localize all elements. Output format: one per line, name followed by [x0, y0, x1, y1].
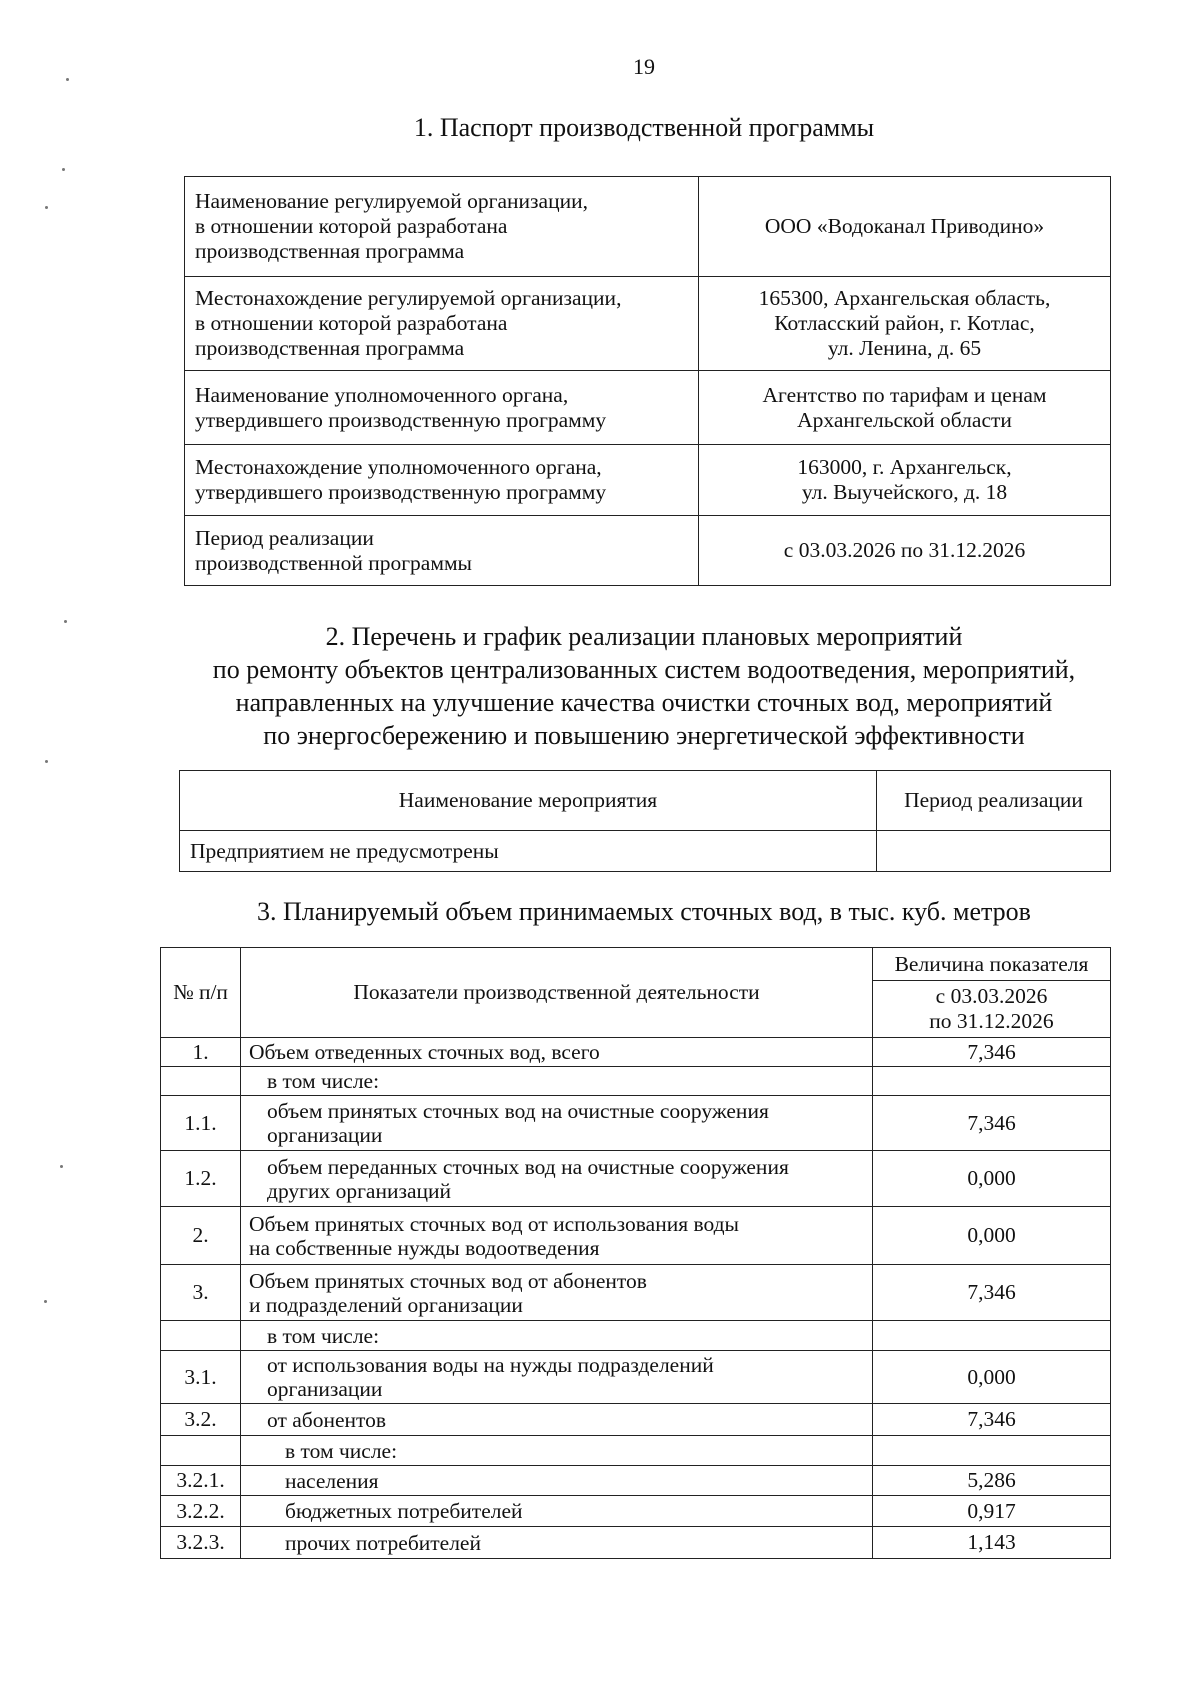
table-row [161, 1151, 1111, 1207]
section3-title: 3. Планируемый объем принимаемых сточных вод, в тыс. куб. метров [257, 897, 1031, 926]
row-num: 1.2. [161, 1151, 241, 1207]
row-indicator [241, 1496, 873, 1527]
label-line: в отношении которой разработана [195, 311, 508, 335]
row-num: 3.2. [161, 1404, 241, 1436]
value-line: с 03.03.2026 по 31.12.2026 [783, 538, 1026, 562]
indicator-line: от абонентов [267, 1407, 387, 1432]
value-line: ООО «Водоканал Приводино» [764, 214, 1045, 238]
table-row [161, 1096, 1111, 1151]
table-row [161, 1496, 1111, 1527]
passport-value [699, 445, 1111, 516]
measures-row-period [877, 831, 1111, 872]
row-indicator [241, 1038, 873, 1067]
section2-title-line: направленных на улучшение качества очистки сточных вод, мероприятий [235, 688, 1053, 717]
passport-row [185, 277, 1111, 371]
indicator-line: от использования воды на нужды подразделений [267, 1353, 714, 1377]
indicator-line: Объем принятых сточных вод от абонентов [249, 1268, 647, 1293]
row-value [873, 1436, 1111, 1466]
indicator-line: объем принятых сточных вод на очистные сооружения [267, 1099, 769, 1123]
passport-label [185, 371, 699, 445]
row-num: 3.1. [161, 1351, 241, 1404]
passport-row [185, 516, 1111, 586]
row-indicator [241, 1527, 873, 1559]
indicator-line: объем переданных сточных вод на очистные сооружения [267, 1154, 789, 1179]
passport-value [699, 177, 1111, 277]
row-value [873, 1067, 1111, 1096]
label-line: Наименование регулируемой организации, [195, 189, 588, 213]
row-num: 1. [161, 1038, 241, 1067]
row-indicator [241, 1436, 873, 1466]
section2-title [0, 620, 1200, 752]
section2-title-line: по энергосбережению и повышению энергетической эффективности [263, 721, 1025, 750]
row-num: 1.1. [161, 1096, 241, 1151]
table-row [161, 1351, 1111, 1404]
table-row [161, 1038, 1111, 1067]
passport-label [185, 177, 699, 277]
value-line: ул. Ленина, д. 65 [827, 336, 982, 360]
row-num [161, 1321, 241, 1351]
row-value: 0,000 [873, 1151, 1111, 1207]
row-indicator [241, 1404, 873, 1436]
header-period [873, 981, 1111, 1038]
label-line: утвердившего производственную программу [195, 407, 607, 432]
volume-table [160, 947, 1111, 1559]
row-value: 7,346 [873, 1265, 1111, 1321]
period-from: с 03.03.2026 [935, 984, 1048, 1008]
table-row [161, 1265, 1111, 1321]
row-value: 7,346 [873, 1038, 1111, 1067]
header-measure-name: Наименование мероприятия [180, 771, 877, 831]
header-num: № п/п [161, 948, 241, 1038]
row-indicator [241, 1351, 873, 1404]
passport-table [184, 176, 1111, 586]
passport-label [185, 277, 699, 371]
indicator-line: Объем принятых сточных вод от использования воды [249, 1211, 739, 1236]
label-line: производственной программы [195, 550, 473, 575]
indicator-line: бюджетных потребителей [285, 1499, 523, 1523]
passport-row [185, 445, 1111, 516]
table-row [161, 1404, 1111, 1436]
header-value: Величина показателя [873, 948, 1111, 981]
label-line: Местонахождение регулируемой организации, [195, 286, 622, 310]
row-num: 3.2.2. [161, 1496, 241, 1527]
label-line: Местонахождение уполномоченного органа, [195, 455, 602, 479]
passport-row [185, 371, 1111, 445]
row-value: 5,286 [873, 1466, 1111, 1496]
row-num: 3.2.1. [161, 1466, 241, 1496]
value-line: 163000, г. Архангельск, [797, 455, 1012, 479]
row-indicator [241, 1265, 873, 1321]
value-line: 165300, Архангельская область, [758, 286, 1051, 310]
indicator-line: в том числе: [267, 1323, 380, 1348]
row-num: 2. [161, 1207, 241, 1265]
header-indicator: Показатели производственной деятельности [241, 948, 873, 1038]
indicator-line: организации [267, 1123, 383, 1147]
indicator-line: других организаций [267, 1178, 452, 1203]
table-row [161, 1321, 1111, 1351]
value-line: ул. Выучейского, д. 18 [801, 480, 1008, 504]
row-indicator [241, 1096, 873, 1151]
table-row [161, 1207, 1111, 1265]
value-line: Котласский район, г. Котлас, [774, 311, 1035, 335]
passport-row [185, 177, 1111, 277]
label-line: производственная программа [195, 336, 465, 360]
indicator-line: организации [267, 1377, 383, 1401]
row-num [161, 1436, 241, 1466]
passport-value [699, 277, 1111, 371]
indicator-line: на собственные нужды водоотведения [249, 1235, 600, 1260]
passport-label [185, 445, 699, 516]
table-row [161, 1527, 1111, 1559]
row-num: 3. [161, 1265, 241, 1321]
measures-table [179, 770, 1111, 872]
passport-value [699, 516, 1111, 586]
indicator-line: в том числе: [267, 1069, 380, 1093]
table-row [161, 1466, 1111, 1496]
row-indicator [241, 1151, 873, 1207]
row-value [873, 1321, 1111, 1351]
label-line: утвердившего производственную программу [195, 480, 607, 504]
row-value: 7,346 [873, 1404, 1111, 1436]
table-row [161, 1436, 1111, 1466]
section2-title-line: 2. Перечень и график реализации плановых мероприятий [325, 622, 963, 651]
indicator-line: прочих потребителей [285, 1530, 481, 1555]
label-line: Период реализации [195, 525, 374, 550]
row-value: 0,917 [873, 1496, 1111, 1527]
row-indicator [241, 1321, 873, 1351]
passport-label [185, 516, 699, 586]
row-indicator [241, 1067, 873, 1096]
page-number: 19 [633, 54, 655, 79]
row-value: 1,143 [873, 1527, 1111, 1559]
passport-value [699, 371, 1111, 445]
row-value: 7,346 [873, 1096, 1111, 1151]
period-to: по 31.12.2026 [929, 1009, 1054, 1033]
row-num: 3.2.3. [161, 1527, 241, 1559]
value-line: Архангельской области [797, 407, 1012, 432]
measures-row: Предприятием не предусмотрены [180, 831, 877, 872]
indicator-line: Объем отведенных сточных вод, всего [249, 1040, 600, 1064]
table-row [161, 1067, 1111, 1096]
row-value: 0,000 [873, 1207, 1111, 1265]
row-indicator [241, 1207, 873, 1265]
section1-title: 1. Паспорт производственной программы [413, 113, 875, 142]
row-value: 0,000 [873, 1351, 1111, 1404]
label-line: производственная программа [195, 239, 465, 263]
value-line: Агентство по тарифам и ценам [762, 382, 1047, 407]
row-num [161, 1067, 241, 1096]
label-line: Наименование уполномоченного органа, [195, 382, 569, 407]
section2-title-line: по ремонту объектов централизованных систем водоотведения, мероприятий, [212, 655, 1076, 684]
indicator-line: в том числе: [285, 1438, 398, 1463]
row-indicator [241, 1466, 873, 1496]
indicator-line: и подразделений организации [249, 1292, 523, 1317]
header-period: Период реализации [877, 771, 1111, 831]
label-line: в отношении которой разработана [195, 214, 508, 238]
indicator-line: населения [285, 1468, 379, 1493]
